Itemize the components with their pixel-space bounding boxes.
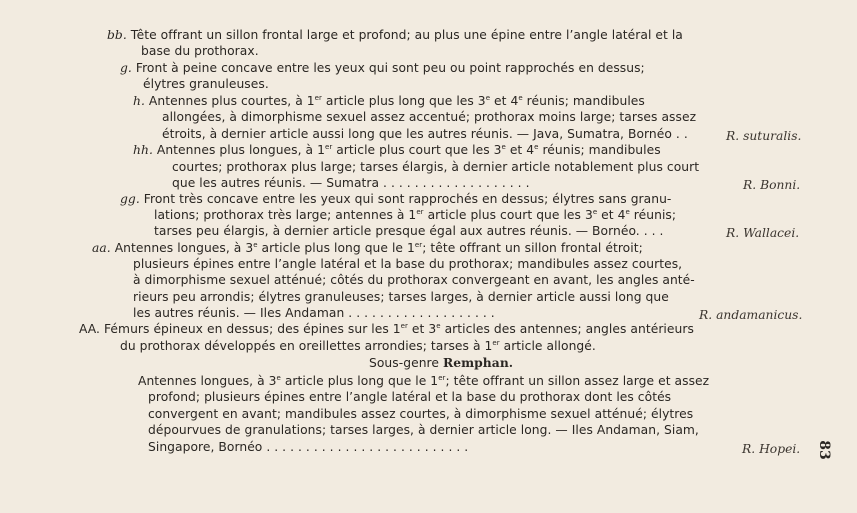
key-text: rieurs peu arrondis; élytres granuleuses; tarses larges, à dernier article aussi long que xyxy=(133,290,669,304)
key-line xyxy=(138,373,709,389)
key-text: lations; prothorax très large; antennes à 1 xyxy=(154,208,417,222)
key-sup: e xyxy=(501,143,506,151)
key-text: Singapore, Bornéo . . . . . . . . . . . . . . . . . . . . . . . . . . xyxy=(148,440,469,454)
key-text: articles des antennes; angles antérieurs xyxy=(440,322,694,336)
key-text: Antennes longues, à 3 xyxy=(138,374,277,388)
key-text: article plus court que les 3 xyxy=(423,208,593,222)
key-text: Antennes plus courtes, à 1 xyxy=(148,94,315,108)
key-text: courtes; prothorax plus large; tarses élargis, à dernier article notablement plus court xyxy=(172,160,700,174)
key-text: réunis; mandibules xyxy=(522,94,645,108)
key-line xyxy=(120,338,596,354)
key-text: et 3 xyxy=(407,322,437,336)
key-line xyxy=(133,142,661,158)
key-text: tarses peu élargis, à dernier article presque égal aux autres réunis. — Bornéo. . . . xyxy=(154,224,664,238)
key-line xyxy=(148,439,468,455)
key-text: base du prothorax. xyxy=(141,44,259,58)
species-name: R. Bonni. xyxy=(743,178,801,192)
key-line xyxy=(133,93,645,109)
key-text: et 4 xyxy=(490,94,519,108)
key-sup: e xyxy=(518,94,523,102)
key-text: Front très concave entre les yeux qui sont rapprochés en dessus; élytres sans granu- xyxy=(143,192,672,206)
key-text: article plus long que le 1 xyxy=(257,241,415,255)
key-text: Front à peine concave entre les yeux qui sont peu ou point rapprochés en dessus; xyxy=(135,61,645,75)
key-text: et 4 xyxy=(505,143,535,157)
key-text: ; tête offrant un sillon frontal étroit; xyxy=(422,241,643,255)
key-line xyxy=(148,389,671,405)
key-line xyxy=(154,223,664,239)
key-line xyxy=(133,289,669,305)
key-text: article plus court que les 3 xyxy=(332,143,502,157)
key-text: à dimorphisme sexuel atténué; côtés du prothorax convergeant en avant, les angles anté- xyxy=(133,273,695,287)
key-text: ; tête offrant un sillon assez large et assez xyxy=(445,374,710,388)
species-name: R. Wallacei. xyxy=(726,226,800,240)
key-sup: e xyxy=(625,208,630,216)
key-sup: er xyxy=(314,94,322,102)
key-text: plusieurs épines entre l’angle latéral et la base du prothorax; mandibules assez courtes, xyxy=(133,257,683,271)
key-sup: e xyxy=(276,374,281,382)
key-text: article allongé. xyxy=(499,339,596,353)
key-sup: er xyxy=(324,143,333,151)
key-text: dépourvues de granulations; tarses larges, à dernier article long. — Iles Andaman, Siam, xyxy=(148,423,699,437)
key-text: article plus long que les 3 xyxy=(321,94,486,108)
key-text: allongées, à dimorphisme sexuel assez accentué; prothorax moins large; tarses assez xyxy=(162,110,697,124)
key-line xyxy=(162,109,696,125)
subgenus-name: Remphan. xyxy=(442,355,514,370)
key-sup: er xyxy=(416,208,424,216)
key-line xyxy=(172,175,530,191)
key-label: aa. xyxy=(92,241,111,255)
species-name: R. suturalis. xyxy=(726,129,802,143)
key-sup: e xyxy=(592,208,598,216)
key-text: réunis; mandibules xyxy=(538,143,661,157)
key-line xyxy=(162,126,688,142)
key-label: h. xyxy=(133,94,145,108)
key-label: hh. xyxy=(133,143,153,157)
key-text: Tête offrant un sillon frontal large et profond; au plus une épine entre l’angle latéral et la xyxy=(130,28,683,42)
key-text: article plus long que le 1 xyxy=(280,374,439,388)
key-label: bb. xyxy=(107,28,127,42)
key-text: Antennes plus longues, à 1 xyxy=(156,143,325,157)
key-line xyxy=(172,159,699,175)
page-number: 83 xyxy=(816,440,832,460)
key-label: gg. xyxy=(120,192,140,206)
key-text: Antennes longues, à 3 xyxy=(114,241,254,255)
key-line xyxy=(120,60,645,76)
key-text: étroits, à dernier article aussi long que les autres réunis. — Java, Sumatra, Bornéo . . xyxy=(162,127,688,141)
subgenus-prefix: Sous-genre xyxy=(369,356,443,370)
key-sup: e xyxy=(436,322,441,330)
key-line xyxy=(107,27,683,43)
key-sup: er xyxy=(492,339,500,347)
key-line xyxy=(143,76,269,92)
key-text: convergent en avant; mandibules assez courtes, à dimorphisme sexuel atténué; élytres xyxy=(148,407,694,421)
key-line xyxy=(148,406,693,422)
species-name: R. andamanicus. xyxy=(699,308,803,322)
key-text: et 4 xyxy=(597,208,626,222)
subgenus-heading xyxy=(369,355,513,371)
key-text: Fémurs épineux en dessus; des épines sur les 1 xyxy=(103,322,401,336)
key-sup: e xyxy=(534,143,539,151)
key-line xyxy=(141,43,259,59)
key-line xyxy=(79,321,694,337)
species-name: R. Hopei. xyxy=(742,442,801,456)
key-label: g. xyxy=(120,61,132,75)
key-line xyxy=(133,305,495,321)
key-text: du prothorax développés en oreillettes arrondies; tarses à 1 xyxy=(120,339,493,353)
key-line xyxy=(92,240,643,256)
key-sup: er xyxy=(438,374,446,382)
key-sup: e xyxy=(485,94,491,102)
key-sup: er xyxy=(400,322,408,330)
key-line xyxy=(148,422,699,438)
key-text: élytres granuleuses. xyxy=(143,77,269,91)
key-text: les autres réunis. — Iles Andaman . . . . . . . . . . . . . . . . . . . xyxy=(133,306,495,320)
key-text: que les autres réunis. — Sumatra . . . . . . . . . . . . . . . . . . . xyxy=(172,176,530,190)
key-line xyxy=(133,272,695,288)
key-sup: er xyxy=(414,241,423,249)
key-text: profond; plusieurs épines entre l’angle latéral et la base du prothorax dont les côtés xyxy=(148,390,672,404)
key-sup: e xyxy=(253,241,258,249)
key-line xyxy=(154,207,676,223)
key-line xyxy=(120,191,671,207)
key-text: réunis; xyxy=(629,208,677,222)
key-label: AA. xyxy=(79,322,101,336)
key-line xyxy=(133,256,682,272)
